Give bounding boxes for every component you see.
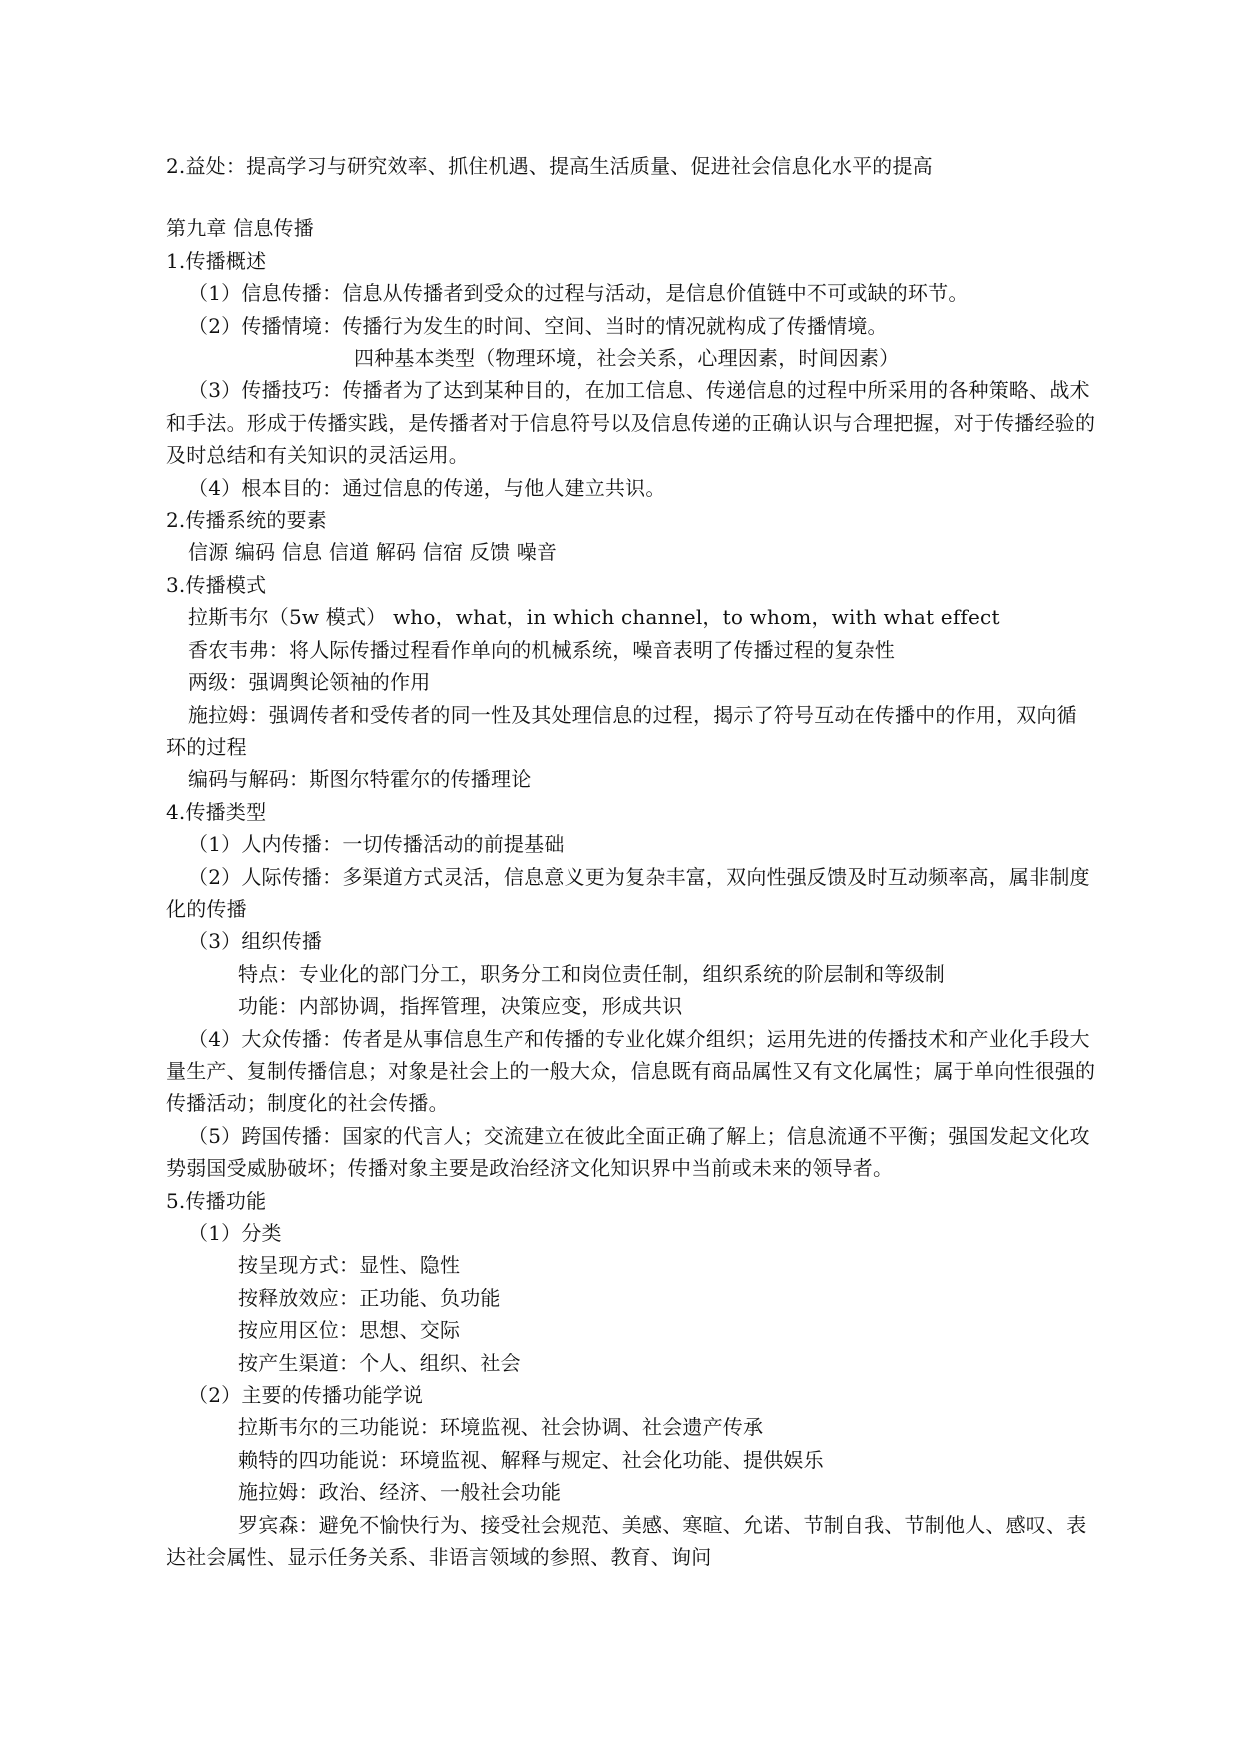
- benefit-line: 2.益处：提高学习与研究效率、抓住机遇、提高生活质量、促进社会信息化水平的提高: [166, 154, 933, 178]
- model-schramm: 施拉姆：强调传者和受传者的同一性及其处理信息的过程，揭示了符号互动在传播中的作用，双向循环的过程: [166, 702, 1077, 759]
- classification-location: 按应用区位：思想、交际: [238, 1318, 461, 1343]
- type-mass: （4）大众传播：传者是从事信息生产和传播的专业化媒介组织；运用先进的传播技术和产业化手段大量生产、复制传播信息；对象是社会上的一般大众，信息既有商品属性又有文化属性；属于单向性很强的传播活动；制度化的社会传播。: [166, 1026, 1096, 1116]
- section-heading-types: 4.传播类型: [166, 799, 267, 824]
- section-heading-functions: 5.传播功能: [166, 1188, 267, 1213]
- model-hall: 编码与解码：斯图尔特霍尔的传播理论: [188, 767, 532, 792]
- document-body: [166, 150, 1096, 1573]
- overview-item-3: （3）传播技巧：传播者为了达到某种目的，在加工信息、传递信息的过程中所采用的各种策略、战术和手法。形成于传播实践，是传播者对于信息符号以及信息传递的正确认识与合理把握，对于传播经验的及时总结和有关知识的灵活运用。: [166, 378, 1096, 468]
- model-two-step: 两级：强调舆论领袖的作用: [188, 670, 431, 695]
- theory-robinson: 罗宾森：避免不愉快行为、接受社会规范、美感、寒暄、允诺、节制自我、节制他人、感叹、表达社会属性、显示任务关系、非语言领域的参照、教育、询问: [166, 1512, 1087, 1570]
- overview-item-2: （2）传播情境：传播行为发生的时间、空间、当时的情况就构成了传播情境。: [188, 313, 888, 338]
- type-interpersonal: （2）人际传播：多渠道方式灵活，信息意义更为复杂丰富，双向性强反馈及时互动频率高，属非制度化的传播: [166, 864, 1090, 921]
- section-heading-overview: 1.传播概述: [166, 248, 267, 273]
- spacer: [166, 182, 1096, 212]
- functions-classification: （1）分类: [188, 1221, 282, 1245]
- overview-item-2-types: 四种基本类型（物理环境，社会关系，心理因素，时间因素）: [354, 346, 900, 371]
- type-organizational: （3）组织传播: [188, 929, 323, 954]
- model-lasswell: 拉斯韦尔（5w 模式） who，what，in which channel，to whom，with what effect: [188, 605, 1000, 630]
- chapter-title: 第九章 信息传播: [166, 216, 314, 241]
- model-shannon: 香农韦弗：将人际传播过程看作单向的机械系统，噪音表明了传播过程的复杂性: [188, 637, 895, 662]
- type-organizational-functions: 功能：内部协调，指挥管理，决策应变，形成共识: [238, 994, 683, 1019]
- type-transnational: （5）跨国传播：国家的代言人；交流建立在彼此全面正确了解上；信息流通不平衡；强国发起文化攻势弱国受威胁破坏；传播对象主要是政治经济文化知识界中当前或未来的领导者。: [166, 1123, 1090, 1181]
- theory-wright: 赖特的四功能说：环境监视、解释与规定、社会化功能、提供娱乐: [238, 1447, 824, 1472]
- overview-item-4: （4）根本目的：通过信息的传递，与他人建立共识。: [188, 475, 666, 500]
- section-heading-elements: 2.传播系统的要素: [166, 508, 327, 533]
- theory-schramm: 施拉姆：政治、经济、一般社会功能: [238, 1480, 562, 1505]
- functions-theories: （2）主要的传播功能学说: [188, 1383, 424, 1408]
- section-heading-models: 3.传播模式: [166, 572, 267, 597]
- elements-list: 信源 编码 信息 信道 解码 信宿 反馈 噪音: [188, 540, 558, 565]
- classification-effect: 按释放效应：正功能、负功能: [238, 1285, 501, 1310]
- type-intrapersonal: （1）人内传播：一切传播活动的前提基础: [188, 832, 565, 857]
- classification-presentation: 按呈现方式：显性、隐性: [238, 1253, 461, 1278]
- overview-item-1: （1）信息传播：信息从传播者到受众的过程与活动，是信息价值链中不可或缺的环节。: [188, 281, 969, 306]
- type-organizational-features: 特点：专业化的部门分工，职务分工和岗位责任制，组织系统的阶层制和等级制: [238, 961, 945, 986]
- classification-channel: 按产生渠道：个人、组织、社会: [238, 1350, 521, 1375]
- theory-lasswell: 拉斯韦尔的三功能说：环境监视、社会协调、社会遗产传承: [238, 1415, 764, 1440]
